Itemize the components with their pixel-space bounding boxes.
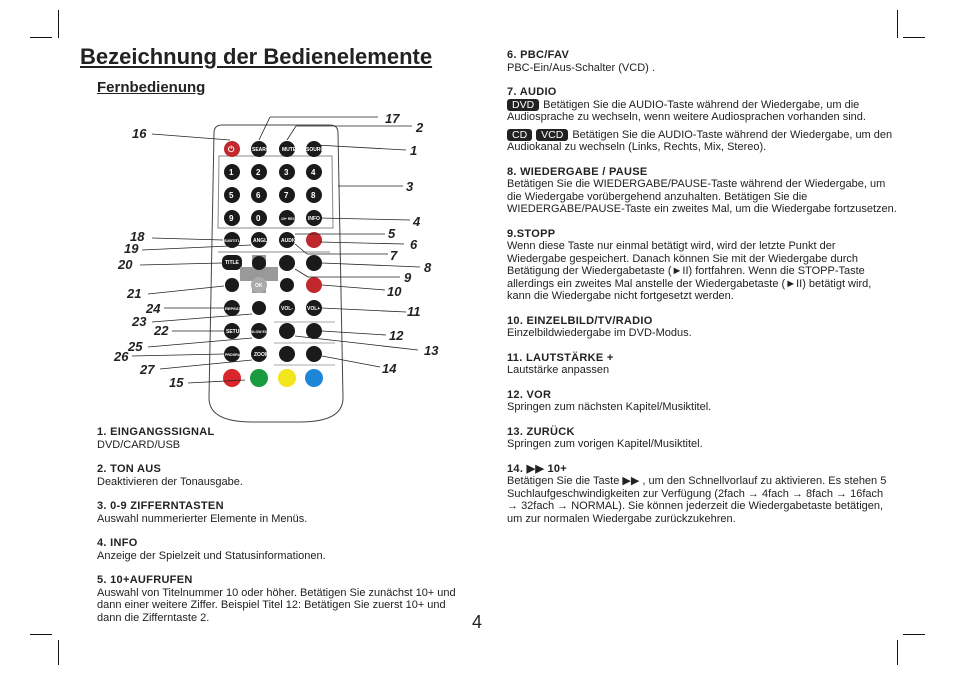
callout-5: 5 [388,226,396,241]
section-subtitle: Fernbedienung [97,79,206,96]
callout-21: 21 [127,286,142,301]
right-column [507,49,897,537]
digit-7: 7 [284,191,289,200]
callout-1: 1 [410,143,418,158]
next-button [306,323,322,339]
play-pause-icon: ►II [671,265,689,277]
mute-button-label: MUTE [282,147,297,153]
rewind-button [279,346,295,362]
left-arrow [225,278,239,292]
callout-23: 23 [132,314,147,329]
digit-4: 4 [311,168,316,177]
digit-9: 9 [229,214,234,223]
slow-button-label: SLOW EXIT [251,330,271,334]
callout-11: 11 [407,304,421,319]
callout-18: 18 [130,229,145,244]
section-10: 10. EINZELBILD/TV/RADIO Einzelbildwiedergabe im DVD-Modus. [507,314,692,339]
callout-2: 2 [416,120,424,135]
dvd-tag: DVD [507,99,539,111]
section-7: 7. AUDIO DVD Betätigen Sie die AUDIO-Taste während der Wiedergabe, um die Audiosprache zu wechseln, wenn weitere Audiosprachen vorhanden sind. CD VCD Betätigen Sie die AUDIO-Taste während der Wiedergabe, um den Audiokanal zu wechseln (Links, Rechts, Mix, Stereo). [507,86,893,153]
vcd-tag: VCD [536,129,568,141]
source-button-label: SOURCE [306,147,328,153]
digit-2: 2 [256,168,261,177]
page-number: 4 [472,612,483,632]
prev-button [279,323,295,339]
repeat-button-label: REPEAT [225,306,241,311]
callout-9: 9 [404,270,412,285]
cd-tag: CD [507,129,532,141]
callout-10: 10 [387,284,402,299]
page-title: Bezeichnung der Bedienelemente [80,44,433,69]
section-11: 11. LAUTSTÄRKE + Lautstärke anpassen [507,351,614,376]
fast-forward-icon: ▶▶ [526,462,545,475]
digit-6: 6 [256,191,261,200]
digit-3: 3 [284,168,289,177]
vol-minus-label: VOL- [281,306,293,312]
section-14: 14. ▶▶ 10+ Betätigen Sie die Taste ▶▶ , um den Schnellvorlauf zu aktivieren. Es stehen 5 Suchlaufgeschwindigkeiten zur Verfügung (2fach → 4fach → 8fach → 16fach → 32fach → NORMAL). Sie können jederzeit die Wiedergabetaste betätigen, um zur normalen Wiedergabe zurückzukehren. [507,462,887,525]
zoom-button-label: ZOOM [254,352,269,358]
section-13: 13. ZURÜCK Springen zum vorigen Kapitel/Musiktitel. [507,425,703,450]
play-pause-button [306,255,322,271]
callout-8: 8 [424,260,432,275]
section-1: 1. EINGANGSSIGNAL DVD/CARD/USB [97,426,215,451]
callout-22: 22 [154,323,169,338]
red-button [223,369,241,387]
forward-button [306,346,322,362]
up-arrow [252,256,266,270]
title-button-label: TITLE [225,260,239,266]
callout-14: 14 [382,361,397,376]
fast-forward-icon: ▶▶ [622,475,640,487]
callout-27: 27 [140,362,155,377]
ok-button-label: OK [255,283,263,289]
section-5: 5. 10+AUFRUFEN Auswahl von Titelnummer 10 oder höher. Betätigen Sie zunächst 10+ und dann einer weitere Ziffer. Beispiel Titel 12: Betätigen Sie zuerst 10+ und dann die Zifferntaste 2. [97,574,456,624]
left-column [97,426,457,636]
svg-text:⏻: ⏻ [228,145,235,154]
step-button [306,277,322,293]
callout-19: 19 [124,241,139,256]
right-arrow [280,278,294,292]
callout-25: 25 [128,339,143,354]
callout-4: 4 [413,214,421,229]
digit-8: 8 [311,191,316,200]
subtitle-button-label: SUBTITLE [224,239,243,243]
section-2: 2. TON AUS Deaktivieren der Tonausgabe. [97,463,243,488]
program-button-label: PROGRAM [225,353,244,357]
ten-plus-label: 10+ RECALL [281,217,303,221]
callout-13: 13 [424,343,439,358]
digit-0: 0 [256,214,261,223]
callout-20: 20 [118,257,133,272]
digit-1: 1 [229,168,234,177]
callout-24: 24 [146,301,161,316]
section-6: 6. PBC/FAV PBC-Ein/Aus-Schalter (VCD) . [507,49,655,74]
callout-7: 7 [390,248,398,263]
callout-3: 3 [406,179,414,194]
section-4: 4. INFO Anzeige der Spielzeit und Statusinformationen. [97,537,326,562]
vol-plus-label: VOL+ [307,306,321,312]
section-12: 12. VOR Springen zum nächsten Kapitel/Musiktitel. [507,388,712,413]
setup-button-label: SETUP [226,329,243,335]
down-arrow [252,301,266,315]
digit-5: 5 [229,191,234,200]
green-button [250,369,268,387]
play-pause-icon: ►II [785,277,803,290]
callout-15: 15 [169,375,184,390]
callout-6: 6 [410,237,418,252]
callout-26: 26 [114,349,129,364]
yellow-button [278,369,296,387]
section-8: 8. WIEDERGABE / PAUSE Betätigen Sie die WIEDERGABE/PAUSE-Taste während der Wiedergabe, um die Wiedergabe vorübergehend anzuhalten. Betätigen Sie die WIEDERGABE/PAUSE-Taste ein zweites Mal, um die Wiedergabe fortzusetzen. [507,165,897,215]
callout-17: 17 [385,111,400,126]
info-label: INFO [308,216,320,222]
audio-button-label: AUDIO [281,238,298,244]
search-button-label: SEARCH [252,147,274,153]
section-9: 9.STOPP Wenn diese Taste nur einmal betätigt wird, wird der letzte Punkt der Wiedergabe gespeichert. Danach können Sie mit der Wiedergabe durch Betätigung der Wiedergabetaste (►II) fortfahren. Wenn die STOPP-Taste allerdings ein zweites Mal anstelle der Wiedergabetaste (►II) betätigt wird, kann die Wiedergabe nicht fortgesetzt werden. [507,227,872,302]
angle-button-label: ANGLE [253,238,271,244]
callout-12: 12 [389,328,404,343]
section-3: 3. 0-9 ZIFFERNTASTEN Auswahl nummerierter Elemente in Menüs. [97,500,308,525]
blue-button [305,369,323,387]
callout-16: 16 [132,126,147,141]
stop-button [279,255,295,271]
